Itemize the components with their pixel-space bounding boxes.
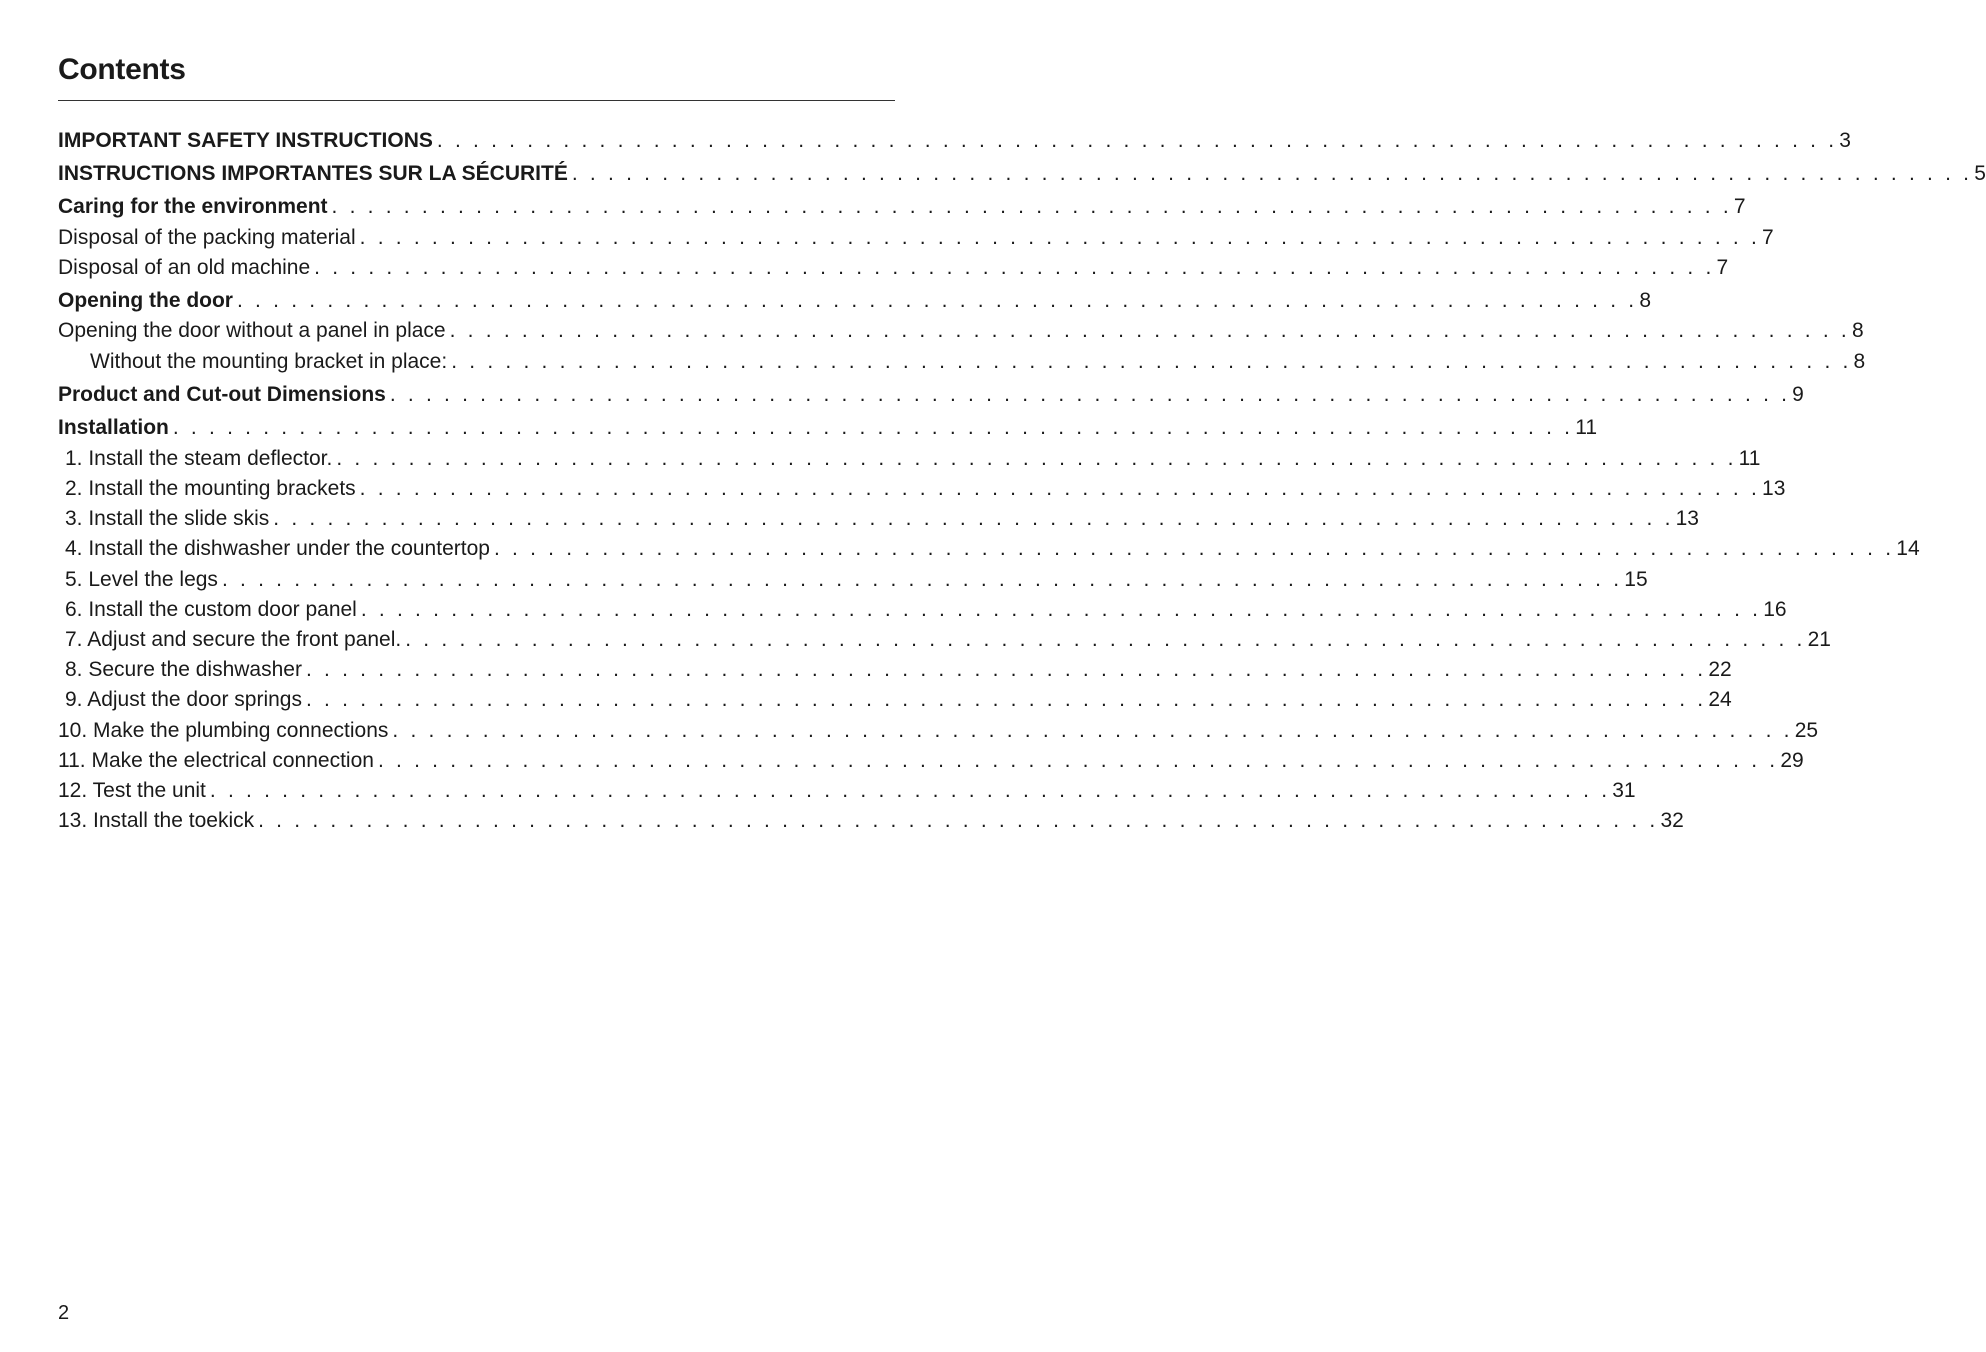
toc-entry-installation[interactable] [58, 414, 1598, 442]
title-divider [58, 100, 895, 101]
toc-entry-step-13[interactable] [58, 807, 1684, 835]
toc-entry-instructions-importantes[interactable] [58, 160, 1986, 188]
toc-entry-page: 3 [1839, 129, 1851, 152]
toc-entry-label: Opening the door without a panel in place [58, 319, 446, 342]
toc-entry-label: 9. Adjust the door springs [65, 688, 302, 711]
page-number: 2 [58, 1302, 70, 1324]
dot-leader: . . . . . . . . . . . . . . . . . . . . . . . . . . . . . . . . . . . . . . . . . . . . . . . . . . . . . . . . . . . . . . . . . . . . . . . . . . . . . . [377, 749, 1779, 772]
toc-entry-step-4[interactable] [58, 535, 1920, 563]
dot-leader: . . . . . . . . . . . . . . . . . . . . . . . . . . . . . . . . . . . . . . . . . . . . . . . . . . . . . . . . . . . . . . . . . . . . . . . . . . . . . . [209, 779, 1611, 802]
toc-entry-page: 32 [1660, 809, 1684, 832]
dot-leader: . . . . . . . . . . . . . . . . . . . . . . . . . . . . . . . . . . . . . . . . . . . . . . . . . . . . . . . . . . . . . . . . . . . . . . . . . . . . . . [273, 507, 1674, 530]
toc-entry-page: 15 [1624, 568, 1648, 591]
toc-entry-step-2[interactable] [58, 475, 1786, 503]
dot-leader: . . . . . . . . . . . . . . . . . . . . . . . . . . . . . . . . . . . . . . . . . . . . . . . . . . . . . . . . . . . . . . . . . . . . . . . . . . . . . . [359, 226, 1760, 249]
toc-entry-page: 11 [1575, 416, 1598, 439]
toc-entry-step-5[interactable] [58, 566, 1648, 594]
toc-entry-label: 2. Install the mounting brackets [65, 477, 356, 500]
toc-entry-important-safety-instructions[interactable] [58, 127, 1851, 155]
dot-leader: . . . . . . . . . . . . . . . . . . . . . . . . . . . . . . . . . . . . . . . . . . . . . . . . . . . . . . . . . . . . . . . . . . . . . . . . . . . . . . [336, 447, 1737, 470]
toc-entry-label: 7. Adjust and secure the front panel. [65, 628, 402, 651]
dot-leader: . . . . . . . . . . . . . . . . . . . . . . . . . . . . . . . . . . . . . . . . . . . . . . . . . . . . . . . . . . . . . . . . . . . . . . . . . . . . . . [314, 256, 1715, 279]
toc-entry-caring-for-environment[interactable] [58, 193, 1746, 221]
page-title: Contents [58, 53, 186, 86]
toc-entry-page: 24 [1708, 688, 1732, 711]
toc-entry-step-8[interactable] [58, 656, 1732, 684]
toc-entry-page: 29 [1780, 749, 1804, 772]
toc-entry-step-10[interactable] [58, 717, 1819, 745]
dot-leader: . . . . . . . . . . . . . . . . . . . . . . . . . . . . . . . . . . . . . . . . . . . . . . . . . . . . . . . . . . . . . . . . . . . . . . . . . . . . . . [449, 319, 1850, 342]
toc-entry-page: 16 [1763, 598, 1787, 621]
toc-entry-label: 1. Install the steam deflector. [65, 447, 333, 470]
toc-entry-label: Without the mounting bracket in place: [90, 350, 448, 373]
dot-leader: . . . . . . . . . . . . . . . . . . . . . . . . . . . . . . . . . . . . . . . . . . . . . . . . . . . . . . . . . . . . . . . . . . . . . . . . . . . . . . [236, 289, 1638, 312]
toc-entry-page: 25 [1794, 719, 1819, 742]
dot-leader: . . . . . . . . . . . . . . . . . . . . . . . . . . . . . . . . . . . . . . . . . . . . . . . . . . . . . . . . . . . . . . . . . . . . . . . . . . . . . . [305, 658, 1707, 681]
toc-entry-label: INSTRUCTIONS IMPORTANTES SUR LA SÉCURITÉ [58, 162, 568, 185]
toc-entry-page: 9 [1792, 383, 1804, 406]
toc-entry-label: Caring for the environment [58, 195, 328, 218]
dot-leader: . . . . . . . . . . . . . . . . . . . . . . . . . . . . . . . . . . . . . . . . . . . . . . . . . . . . . . . . . . . . . . . . . . . . . . . . . . . . . . [493, 537, 1895, 560]
toc-entry-step-11[interactable] [58, 747, 1804, 775]
toc-entry-page: 8 [1853, 350, 1866, 373]
dot-leader: . . . . . . . . . . . . . . . . . . . . . . . . . . . . . . . . . . . . . . . . . . . . . . . . . . . . . . . . . . . . . . . . . . . . . . . . . . . . . . [331, 195, 1732, 218]
toc-entry-step-7[interactable] [58, 626, 1831, 654]
dot-leader: . . . . . . . . . . . . . . . . . . . . . . . . . . . . . . . . . . . . . . . . . . . . . . . . . . . . . . . . . . . . . . . . . . . . . . . . . . . . . . [360, 598, 1762, 621]
toc-entry-disposal-old-machine[interactable] [58, 254, 1729, 282]
dot-leader: . . . . . . . . . . . . . . . . . . . . . . . . . . . . . . . . . . . . . . . . . . . . . . . . . . . . . . . . . . . . . . . . . . . . . . . . . . . . . . [571, 162, 1973, 185]
toc-entry-page: 8 [1639, 289, 1652, 312]
toc-entry-page: 22 [1708, 658, 1732, 681]
toc-entry-opening-the-door[interactable] [58, 287, 1652, 315]
toc-entry-label: 4. Install the dishwasher under the countertop [65, 537, 490, 560]
toc-entry-label: Disposal of an old machine [58, 256, 311, 279]
toc-entry-step-9[interactable] [58, 686, 1732, 714]
dot-leader: . . . . . . . . . . . . . . . . . . . . . . . . . . . . . . . . . . . . . . . . . . . . . . . . . . . . . . . . . . . . . . . . . . . . . . . . . . . . . . [451, 350, 1852, 373]
toc-entry-page: 7 [1716, 256, 1729, 279]
toc-entry-page: 13 [1675, 507, 1699, 530]
toc-entry-step-6[interactable] [58, 596, 1787, 624]
toc-entry-label: 3. Install the slide skis [65, 507, 270, 530]
toc-entry-step-3[interactable] [58, 505, 1699, 533]
dot-leader: . . . . . . . . . . . . . . . . . . . . . . . . . . . . . . . . . . . . . . . . . . . . . . . . . . . . . . . . . . . . . . . . . . . . . . . . . . . . . . [359, 477, 1761, 500]
dot-leader: . . . . . . . . . . . . . . . . . . . . . . . . . . . . . . . . . . . . . . . . . . . . . . . . . . . . . . . . . . . . . . . . . . . . . . . . . . . . . . [172, 416, 1574, 439]
toc-entry-disposal-packing[interactable] [58, 224, 1774, 252]
toc-entry-label: Installation [58, 416, 169, 439]
dot-leader: . . . . . . . . . . . . . . . . . . . . . . . . . . . . . . . . . . . . . . . . . . . . . . . . . . . . . . . . . . . . . . . . . . . . . . . . . . . . . . [389, 383, 1791, 406]
toc-entry-label: Disposal of the packing material [58, 226, 356, 249]
toc-entry-page: 8 [1851, 319, 1864, 342]
toc-entry-page: 13 [1762, 477, 1786, 500]
toc-entry-label: 5. Level the legs [65, 568, 218, 591]
toc-entry-label: IMPORTANT SAFETY INSTRUCTIONS [58, 129, 433, 152]
toc-entry-page: 21 [1807, 628, 1831, 651]
dot-leader: . . . . . . . . . . . . . . . . . . . . . . . . . . . . . . . . . . . . . . . . . . . . . . . . . . . . . . . . . . . . . . . . . . . . . . . . . . . . . . [221, 568, 1623, 591]
toc-entry-label: 12. Test the unit [58, 779, 206, 802]
toc-entry-product-dimensions[interactable] [58, 381, 1804, 409]
dot-leader: . . . . . . . . . . . . . . . . . . . . . . . . . . . . . . . . . . . . . . . . . . . . . . . . . . . . . . . . . . . . . . . . . . . . . . . . . . . . . . [258, 809, 1659, 832]
toc-entry-page: 31 [1612, 779, 1636, 802]
toc-entry-opening-door-without-panel[interactable] [58, 317, 1864, 345]
dot-leader: . . . . . . . . . . . . . . . . . . . . . . . . . . . . . . . . . . . . . . . . . . . . . . . . . . . . . . . . . . . . . . . . . . . . . . . . . . . . . . [436, 129, 1838, 152]
dot-leader: . . . . . . . . . . . . . . . . . . . . . . . . . . . . . . . . . . . . . . . . . . . . . . . . . . . . . . . . . . . . . . . . . . . . . . . . . . . . . . [305, 688, 1707, 711]
toc-entry-label: Product and Cut-out Dimensions [58, 383, 386, 406]
toc-entry-label: 6. Install the custom door panel [65, 598, 357, 621]
toc-entry-label: 10. Make the plumbing connections [58, 719, 389, 742]
dot-leader: . . . . . . . . . . . . . . . . . . . . . . . . . . . . . . . . . . . . . . . . . . . . . . . . . . . . . . . . . . . . . . . . . . . . . . . . . . . . . . [392, 719, 1793, 742]
toc-entry-label: 8. Secure the dishwasher [65, 658, 302, 681]
toc-entry-page: 7 [1733, 195, 1746, 218]
toc-entry-page: 11 [1738, 447, 1761, 470]
toc-entry-page: 5 [1974, 162, 1986, 185]
dot-leader: . . . . . . . . . . . . . . . . . . . . . . . . . . . . . . . . . . . . . . . . . . . . . . . . . . . . . . . . . . . . . . . . . . . . . . . . . . . . . . [405, 628, 1806, 651]
toc-entry-without-mounting-bracket[interactable] [58, 348, 1866, 376]
toc-entry-label: 13. Install the toekick [58, 809, 255, 832]
toc-entry-step-12[interactable] [58, 777, 1636, 805]
toc-entry-page: 14 [1896, 537, 1920, 560]
toc-entry-label: 11. Make the electrical connection [58, 749, 374, 772]
toc-entry-step-1[interactable] [58, 445, 1761, 473]
toc-entry-label: Opening the door [58, 289, 233, 312]
toc-entry-page: 7 [1762, 226, 1774, 249]
